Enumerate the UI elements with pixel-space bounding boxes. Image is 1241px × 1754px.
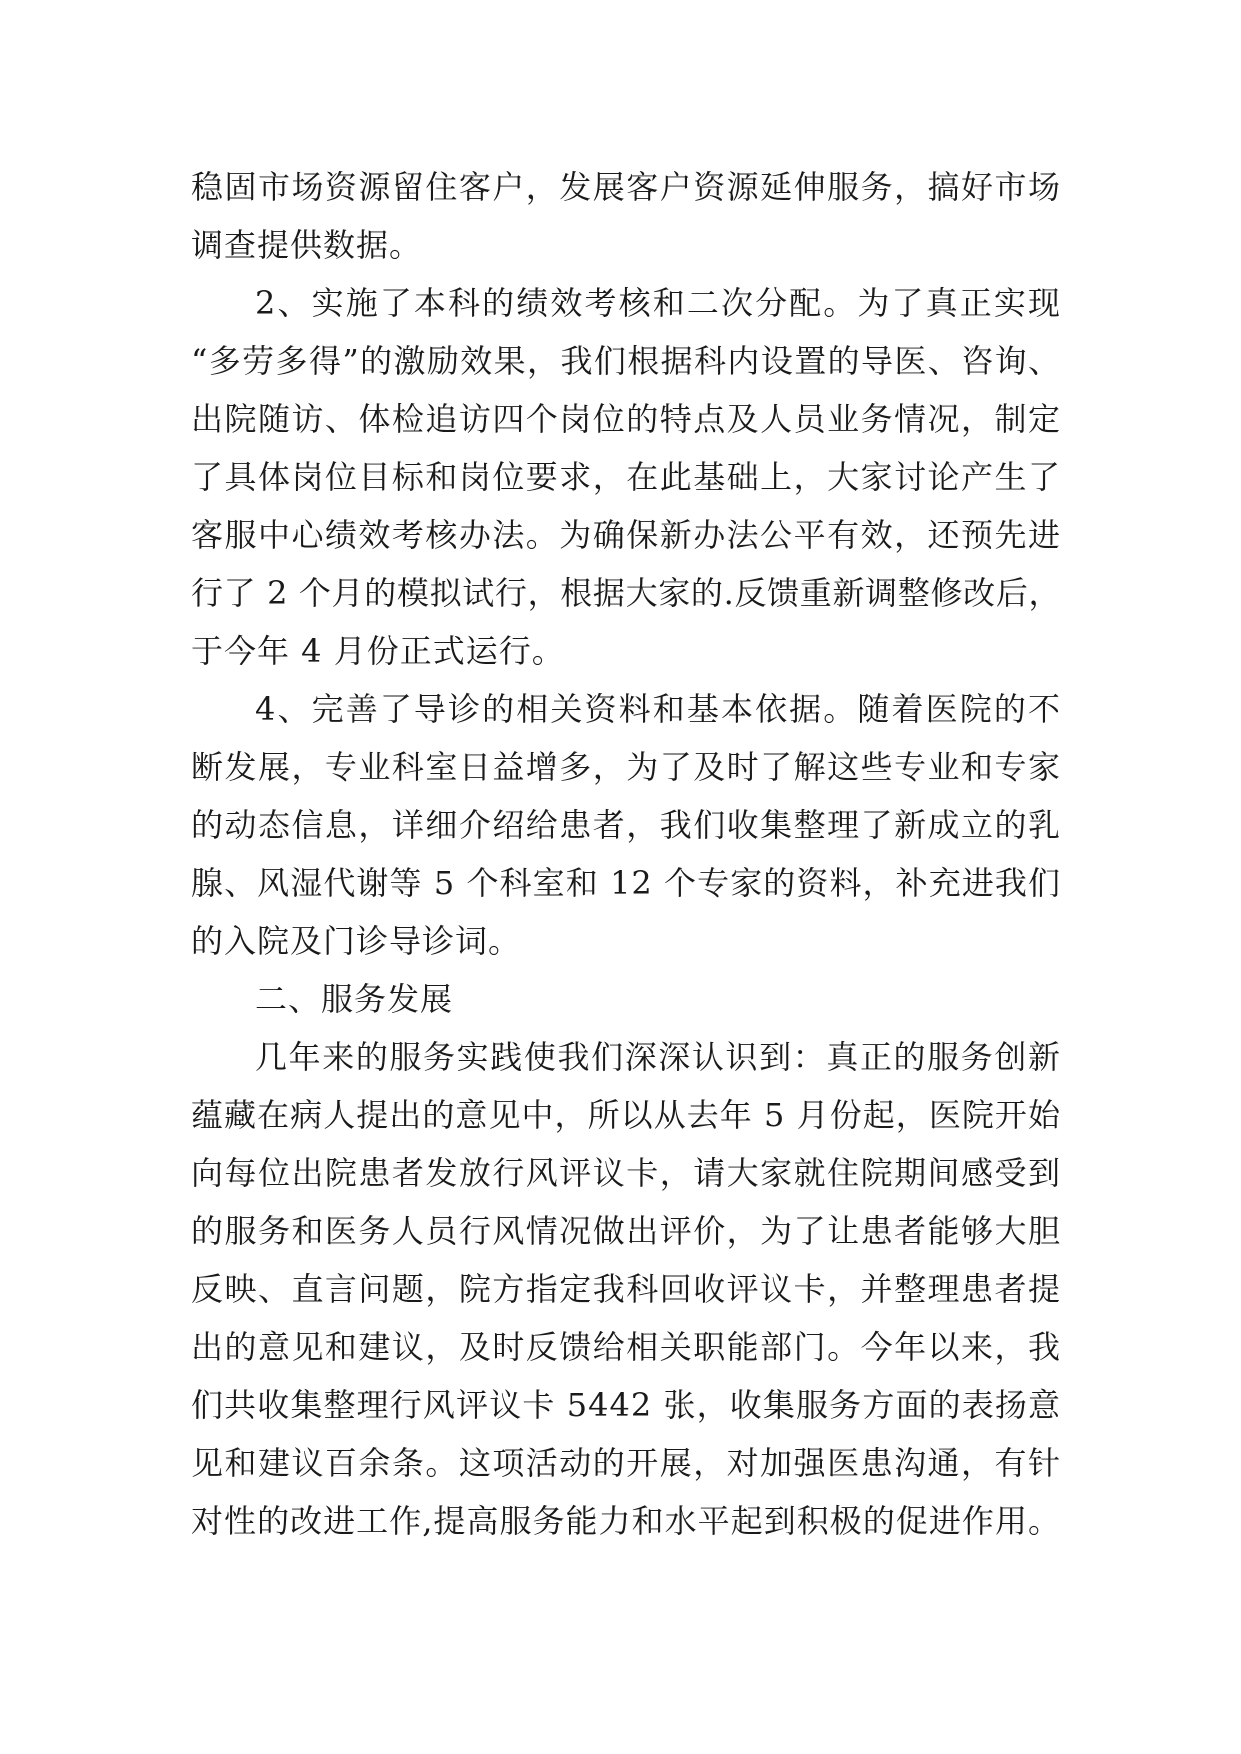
text-line: 见和建议百余条。这项活动的开展，对加强医患沟通，有针 bbox=[191, 1444, 1061, 1482]
text-line: “多劳多得”的激励效果，我们根据科内设置的导医、咨询、 bbox=[191, 342, 1061, 380]
text-line: 断发展，专业科室日益增多，为了及时了解这些专业和专家 bbox=[191, 748, 1061, 786]
text-line: 蕴藏在病人提出的意见中，所以从去年 5 月份起，医院开始 bbox=[191, 1096, 1061, 1134]
text-line: 的入院及门诊导诊词。 bbox=[191, 922, 522, 960]
text-line: 2、实施了本科的绩效考核和二次分配。为了真正实现 bbox=[255, 284, 1061, 322]
text-line: 几年来的服务实践使我们深深认识到：真正的服务创新 bbox=[255, 1038, 1061, 1076]
text-line: 了具体岗位目标和岗位要求，在此基础上，大家讨论产生了 bbox=[191, 458, 1061, 496]
text-line: 客服中心绩效考核办法。为确保新办法公平有效，还预先进 bbox=[191, 516, 1061, 554]
text-line: 调查提供数据。 bbox=[191, 226, 423, 264]
text-line: 二、服务发展 bbox=[255, 980, 454, 1018]
text-line: 稳固市场资源留住客户，发展客户资源延伸服务，搞好市场 bbox=[191, 168, 1061, 206]
text-line: 于今年 4 月份正式运行。 bbox=[191, 632, 565, 670]
text-line: 4、完善了导诊的相关资料和基本依据。随着医院的不 bbox=[255, 690, 1061, 728]
text-line: 出的意见和建议，及时反馈给相关职能部门。今年以来，我 bbox=[191, 1328, 1061, 1366]
text-line: 对性的改进工作,提高服务能力和水平起到积极的促进作用。 bbox=[191, 1502, 1061, 1540]
text-line: 们共收集整理行风评议卡 5442 张，收集服务方面的表扬意 bbox=[191, 1386, 1061, 1424]
text-line: 向每位出院患者发放行风评议卡，请大家就住院期间感受到 bbox=[191, 1154, 1061, 1192]
text-line: 反映、直言问题，院方指定我科回收评议卡，并整理患者提 bbox=[191, 1270, 1061, 1308]
text-line: 腺、风湿代谢等 5 个科室和 12 个专家的资料，补充进我们 bbox=[191, 864, 1061, 902]
text-line: 出院随访、体检追访四个岗位的特点及人员业务情况，制定 bbox=[191, 400, 1061, 438]
text-line: 行了 2 个月的模拟试行，根据大家的.反馈重新调整修改后， bbox=[191, 574, 1061, 612]
text-line: 的动态信息，详细介绍给患者，我们收集整理了新成立的乳 bbox=[191, 806, 1061, 844]
document-body bbox=[191, 158, 1061, 1550]
text-line: 的服务和医务人员行风情况做出评价，为了让患者能够大胆 bbox=[191, 1212, 1061, 1250]
